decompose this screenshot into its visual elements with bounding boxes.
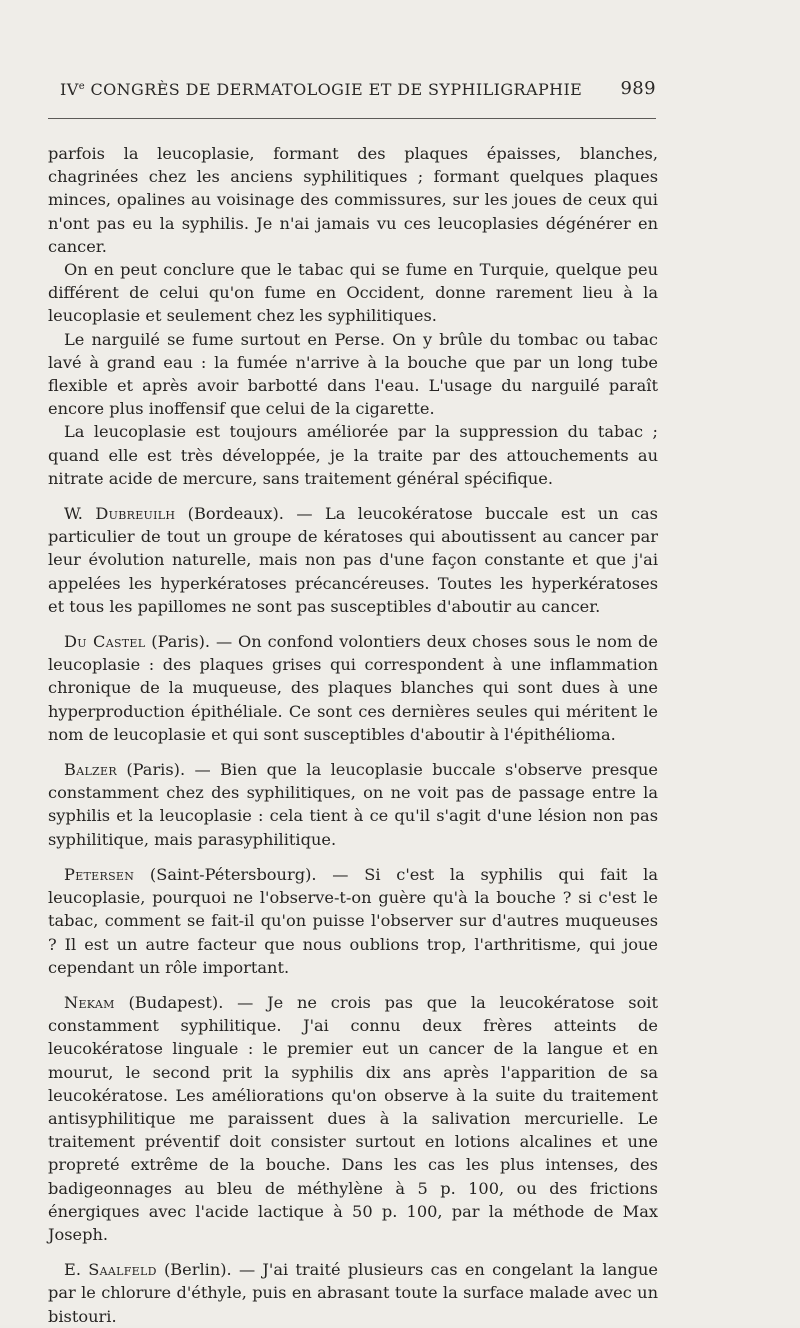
speaker-initial: W.	[64, 504, 96, 524]
speaker-name: Saalfeld	[88, 1260, 157, 1280]
paragraph: La leucoplasie est toujours améliorée par la suppression du tabac ; quand elle est très développée, je la traite par des attouchements au nitrate acide de mercure, sans traitement général spécifique.	[48, 422, 658, 488]
entry-text: (Budapest). — Je ne crois pas que la leucokératose soit constamment syphilitique. J'ai connu deux frères atteints de leucokératose linguale : le premier eut un cancer de la langue et en mourut, le second prit la syphilis dix ans après l'apparition de sa leucokératose. Les améliorations qu'on observe à la suite du traitement antisyphilitique me paraissent dues à la salivation mercurielle. Le traitement préventif doit consister surtout en lotions alcalines et une propreté extrême de la bouche. Dans les cas les plus intenses, des badigeonnages au bleu de méthylène à 5 p. 100, ou des frictions énergiques avec l'acide lactique à 50 p. 100, par la méthode de Max Joseph.	[48, 992, 658, 1244]
speaker-entry	[48, 1258, 658, 1328]
entry-text: (Berlin). — J'ai traité plusieurs cas en congelant la langue par le chlorure d'éthyle, puis en abrasant toute la surface malade avec un bistouri.	[48, 1260, 658, 1326]
speaker-entry	[48, 758, 658, 851]
speaker-name: Balzer	[64, 760, 117, 780]
running-title: IVe CONGRÈS DE DERMATOLOGIE ET DE SYPHILIGRAPHIE	[60, 80, 583, 99]
speaker-name: Du Castel	[64, 632, 146, 652]
header-rule	[48, 118, 656, 119]
speaker-name: Dubreuilh	[95, 504, 176, 524]
speaker-entry	[48, 502, 658, 618]
paragraph: On en peut conclure que le tabac qui se fume en Turquie, quelque peu différent de celui qu'on fume en Occident, donne rarement lieu à la leucoplasie et seulement chez les syphilitiques.	[48, 260, 658, 326]
speaker-entry	[48, 991, 658, 1246]
paragraph: parfois la leucoplasie, formant des plaques épaisses, blanches, chagrinées chez les anciens syphilitiques ; formant quelques plaques minces, opalines au voisinage des commissures, sur les joues de ceux qui n'ont pas eu la syphilis. Je n'ai jamais vu ces leucoplasies dégénérer en cancer.	[48, 144, 658, 256]
entry-text: (Bordeaux). — La leucokératose buccale est un cas particulier de tout un groupe de kératoses qui aboutissent au cancer par leur évolution naturelle, mais non pas d'une façon constante et que j'ai appelées les hyperkératoses précancéreuses. Toutes les hyperkératoses et tous les papillomes ne sont pas susceptibles d'aboutir au cancer.	[48, 504, 658, 616]
entry-text: (Paris). — On confond volontiers deux choses sous le nom de leucoplasie : des plaques grises qui correspondent à une inflammation chronique de la muqueuse, des plaques blanches qui sont dues à une hyperproduction épithéliale. Ce sont ces dernières seules qui méritent le nom de leucoplasie et qui sont susceptibles d'aboutir à l'épithélioma.	[48, 632, 658, 744]
speaker-initial: E.	[64, 1260, 89, 1280]
page-number: 989	[620, 78, 656, 99]
entry-text: (Saint-Pétersbourg). — Si c'est la syphilis qui fait la leucoplasie, pourquoi ne l'observe-t-on guère qu'à la bouche ? si c'est le tabac, comment se fait-il qu'on puisse l'observer sur d'autres muqueuses ? Il est un autre facteur que nous oublions trop, l'arthritisme, qui joue cependant un rôle important.	[48, 864, 658, 977]
speaker-name: Petersen	[64, 864, 135, 884]
paragraph: Le narguilé se fume surtout en Perse. On y brûle du tombac ou tabac lavé à grand eau : la fumée n'arrive à la bouche que par un long tube flexible et après avoir barbotté dans l'eau. L'usage du narguilé paraît encore plus inoffensif que celui de la cigarette.	[48, 329, 658, 419]
speaker-name: Nekam	[64, 992, 115, 1012]
speaker-entry	[48, 630, 658, 746]
speaker-entry	[48, 863, 658, 979]
entry-text: (Paris). — Bien que la leucoplasie buccale s'observe presque constamment chez des syphilitiques, on ne voit pas de passage entre la syphilis et la leucoplasie : cela tient à ce qu'il s'agit d'une lésion non pas syphilitique, mais parasyphilitique.	[48, 760, 658, 849]
body-text	[48, 142, 658, 1328]
running-header	[60, 76, 656, 106]
